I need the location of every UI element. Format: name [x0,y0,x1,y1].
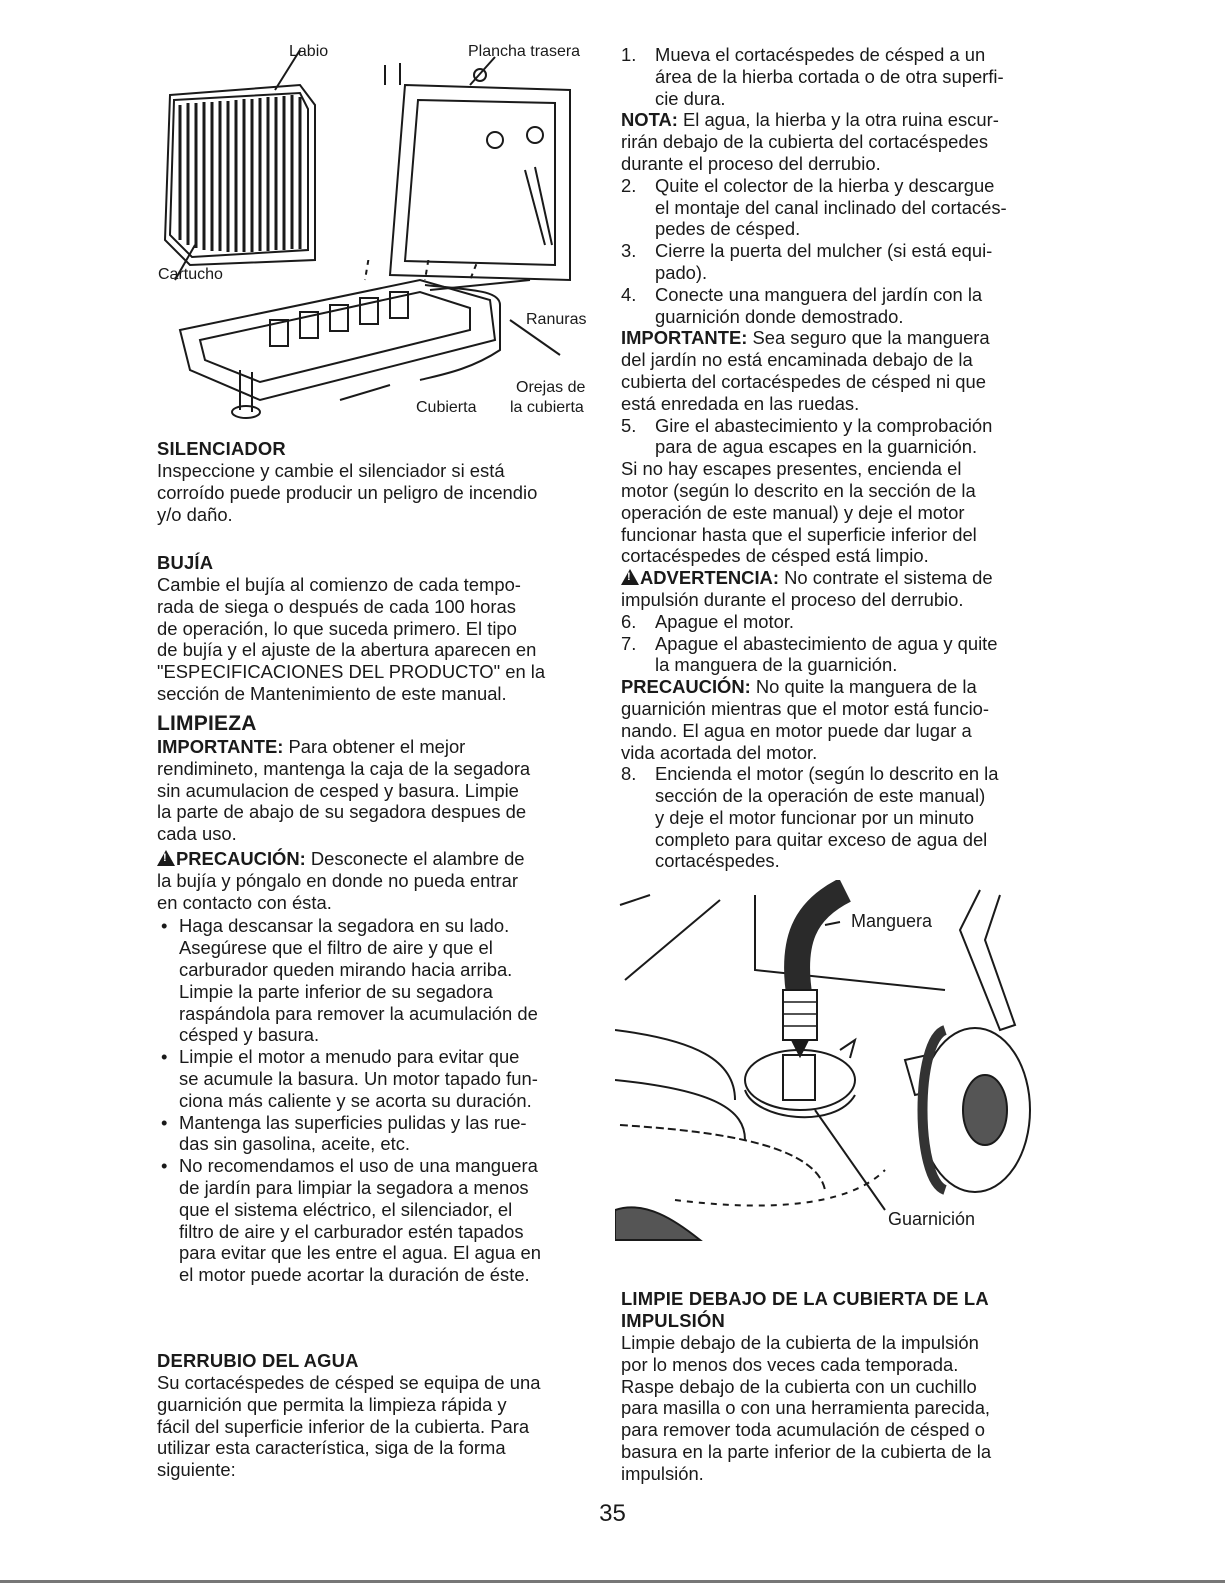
label-la-cubierta: la cubierta [510,399,584,416]
derrubio-line-2: guarnición que permita la limpieza rápida y [157,1393,507,1415]
limpieza-precaucion-line-1 [157,848,597,870]
nota-line-1 [621,109,1071,131]
silenciador-line-2: corroído puede producir un peligro de incendio [157,481,538,503]
advertencia-text: No contrate el sistema de [778,567,993,589]
importante2-line-3: cubierta del cortacéspedes de césped ni que [621,370,986,392]
sino-line-3: operación de este manual) y deje el motor [621,501,965,523]
steps-list-d [621,611,1071,676]
limpieza-precaucion-line-2: la bujía y póngalo en donde no pueda entrar [157,869,518,891]
sino-line-4: funcionar hasta que el superficie inferior del [621,523,977,545]
bujia-line-2: rada de siega o después de cada 100 horas [157,595,516,617]
warning-triangle-icon [157,850,175,866]
precaucion-label: PRECAUCIÓN: [176,847,306,869]
limpie-line-3: Raspe debajo de la cubierta con un cuchillo [621,1375,977,1397]
advertencia-line-1 [621,567,1071,589]
limpieza-importante-line-3: sin acumulacion de cesped y basura. Limpie [157,779,519,801]
section-derrubio [157,1350,597,1481]
limpieza-precaucion-line-3: en contacto con ésta. [157,891,332,913]
section-silenciador [157,438,597,525]
nota-line-3: durante el proceso del derrubio. [621,152,881,174]
importante2-line-2: del jardín no está encaminada debajo de la [621,349,973,371]
derrubio-steps [621,44,1071,872]
precaucion2-line-1 [621,676,1071,698]
list-item: • Mantenga las superficies pulidas y las rue- das sin gasolina, aceite, etc. [161,1111,527,1155]
step-item: 5. Gire el abastecimiento y la comprobación para de agua escapes en la guarnición. [621,414,993,458]
precaucion2-label: PRECAUCIÓN: [621,676,751,698]
label-plancha-trasera: Plancha trasera [468,43,581,60]
hose-fitting-illustration [615,880,1040,1250]
limpieza-importante-line-4: la parte de abajo de su segadora despues de [157,801,527,823]
step-item: 8. Encienda el motor (según lo descrito en la sección de la operación de este manual) y deje el motor funcionar por un minuto completo para quitar exceso de agua del cortacéspedes. [621,763,999,872]
label-cubierta: Cubierta [416,399,477,416]
advertencia-line-2: impulsión durante el proceso del derrubio. [621,588,964,610]
label-labio: Labio [289,43,329,60]
limpie-line-2: por lo menos dos veces cada temporada. [621,1353,959,1375]
bullet-mark: • [161,1155,168,1177]
limpie-line-1: Limpie debajo de la cubierta de la impulsión [621,1332,979,1353]
step-item: 4. Conecte una manguera del jardín con la guarnición donde demostrado. [621,283,983,327]
silenciador-line-1: Inspeccione y cambie el silenciador si está [157,460,505,481]
heading-silenciador: SILENCIADOR [157,438,286,459]
importante2-line-4: está enredada en las ruedas. [621,392,860,414]
limpie-line-7: impulsión. [621,1462,704,1484]
precaucion2-text: No quite la manguera de la [750,676,977,698]
label-orejas-de: Orejas de [516,379,586,396]
importante2-line-1 [621,327,1071,349]
derrubio-line-5: siguiente: [157,1459,236,1481]
heading-derrubio: DERRUBIO DEL AGUA [157,1350,359,1371]
importante2-label: IMPORTANTE: [621,327,748,349]
label-ranuras: Ranuras [526,311,587,328]
advertencia-label: ADVERTENCIA: [640,567,779,589]
bujia-line-1: Cambie el bujía al comienzo de cada tempo- [157,574,521,595]
limpieza-importante-line-1 [157,736,597,758]
precaucion2-line-4: vida acortada del motor. [621,741,818,763]
nota-text: El agua, la hierba y la otra ruina escur- [677,109,999,131]
silenciador-line-3: y/o daño. [157,503,233,525]
step-item: 7. Apague el abastecimiento de agua y quite la manguera de la guarnición. [621,632,998,676]
step-item: 1. Mueva el cortacéspedes de césped a un área de la hierba cortada o de otra superfi- cie dura. [621,44,1004,109]
section-limpie-debajo [621,1288,1071,1485]
section-bujia [157,552,597,705]
label-manguera: Manguera [851,911,933,931]
precaucion-text: Desconecte el alambre de [305,847,525,869]
bujia-line-6: sección de Mantenimiento de este manual. [157,682,507,704]
derrubio-line-3: fácil del superficie inferior de la cubierta. Para [157,1415,530,1437]
section-limpieza [157,712,597,1286]
bujia-line-4: de bujía y el ajuste de la abertura aparecen en [157,639,537,661]
bottom-rule [0,1580,1225,1583]
limpieza-bullets [157,915,597,1286]
steps-list-a [621,44,1071,109]
steps-list-e [621,763,1071,872]
bullet-mark: • [161,915,168,937]
steps-list-b [621,175,1071,328]
heading-limpie-debajo-2: IMPULSIÓN [621,1310,725,1331]
limpieza-importante-line-5: cada uso. [157,823,237,845]
importante-text: Para obtener el mejor [283,736,466,757]
sino-line-5: cortacéspedes de césped está limpio. [621,545,929,567]
derrubio-line-1: Su cortacéspedes de césped se equipa de una [157,1372,541,1393]
list-item: • Limpie el motor a menudo para evitar que se acumule la basura. Un motor tapado fun- ciona más caliente y se acorta su duración. [161,1046,538,1111]
nota-label: NOTA: [621,109,678,131]
sino-line-1: Si no hay escapes presentes, encienda el [621,458,962,480]
list-item: • No recomendamos el uso de una manguera de jardín para limpiar la segadora a menos que el sistema eléctrico, el silenciador, el filtro de aire y el carburador estén tapados para evitar que les entre el agua. El agua en el motor puede acortar la duración de éste. [161,1155,541,1286]
air-filter-illustration [150,45,600,285]
bullet-mark: • [161,1046,168,1068]
limpie-line-6: basura en la parte inferior de la cubierta de la [621,1440,992,1462]
page-number: 35 [599,1500,626,1527]
label-guarnicion: Guarnición [888,1209,976,1229]
steps-list-c [621,415,1071,459]
precaucion2-line-3: nando. El agua en motor puede dar lugar a [621,719,972,741]
sino-line-2: motor (según lo descrito en la sección de la [621,479,976,501]
step-item: 2. Quite el colector de la hierba y descargue el montaje del canal inclinado del cortacés- pedes de césped. [621,174,1007,240]
bujia-line-3: de operación, lo que suceda primero. El tipo [157,617,517,639]
heading-limpie-debajo-1: LIMPIE DEBAJO DE LA CUBIERTA DE LA [621,1288,989,1309]
nota-line-2: rirán debajo de la cubierta del cortacéspedes [621,131,989,153]
limpie-line-5: para remover toda acumulación de césped o [621,1419,985,1441]
importante-label: IMPORTANTE: [157,736,284,757]
step-item: 6. Apague el motor. [621,610,795,632]
bujia-line-5: "ESPECIFICACIONES DEL PRODUCTO" en la [157,661,546,683]
limpieza-importante-line-2: rendimineto, mantenga la caja de la segadora [157,757,531,779]
precaucion2-line-2: guarnición mientras que el motor está funcio- [621,697,990,719]
heading-limpieza: LIMPIEZA [157,712,257,735]
importante2-text: Sea seguro que la manguera [747,327,990,349]
bullet-mark: • [161,1111,168,1133]
warning-triangle-icon [621,569,639,585]
label-cartucho: Cartucho [158,266,223,283]
step-item: 3. Cierre la puerta del mulcher (si está equi- pado). [621,240,993,283]
heading-bujia: BUJÍA [157,552,214,573]
limpie-line-4: para masilla o con una herramienta parecida, [621,1397,991,1419]
list-item: • Haga descansar la segadora en su lado. Asegúrese que el filtro de aire y que el carburador queden mirando hacia arriba. Limpie la parte inferior de su segadora raspándola para remover la acumulación de césped y basura. [161,915,538,1046]
derrubio-line-4: utilizar esta característica, siga de la forma [157,1437,506,1459]
